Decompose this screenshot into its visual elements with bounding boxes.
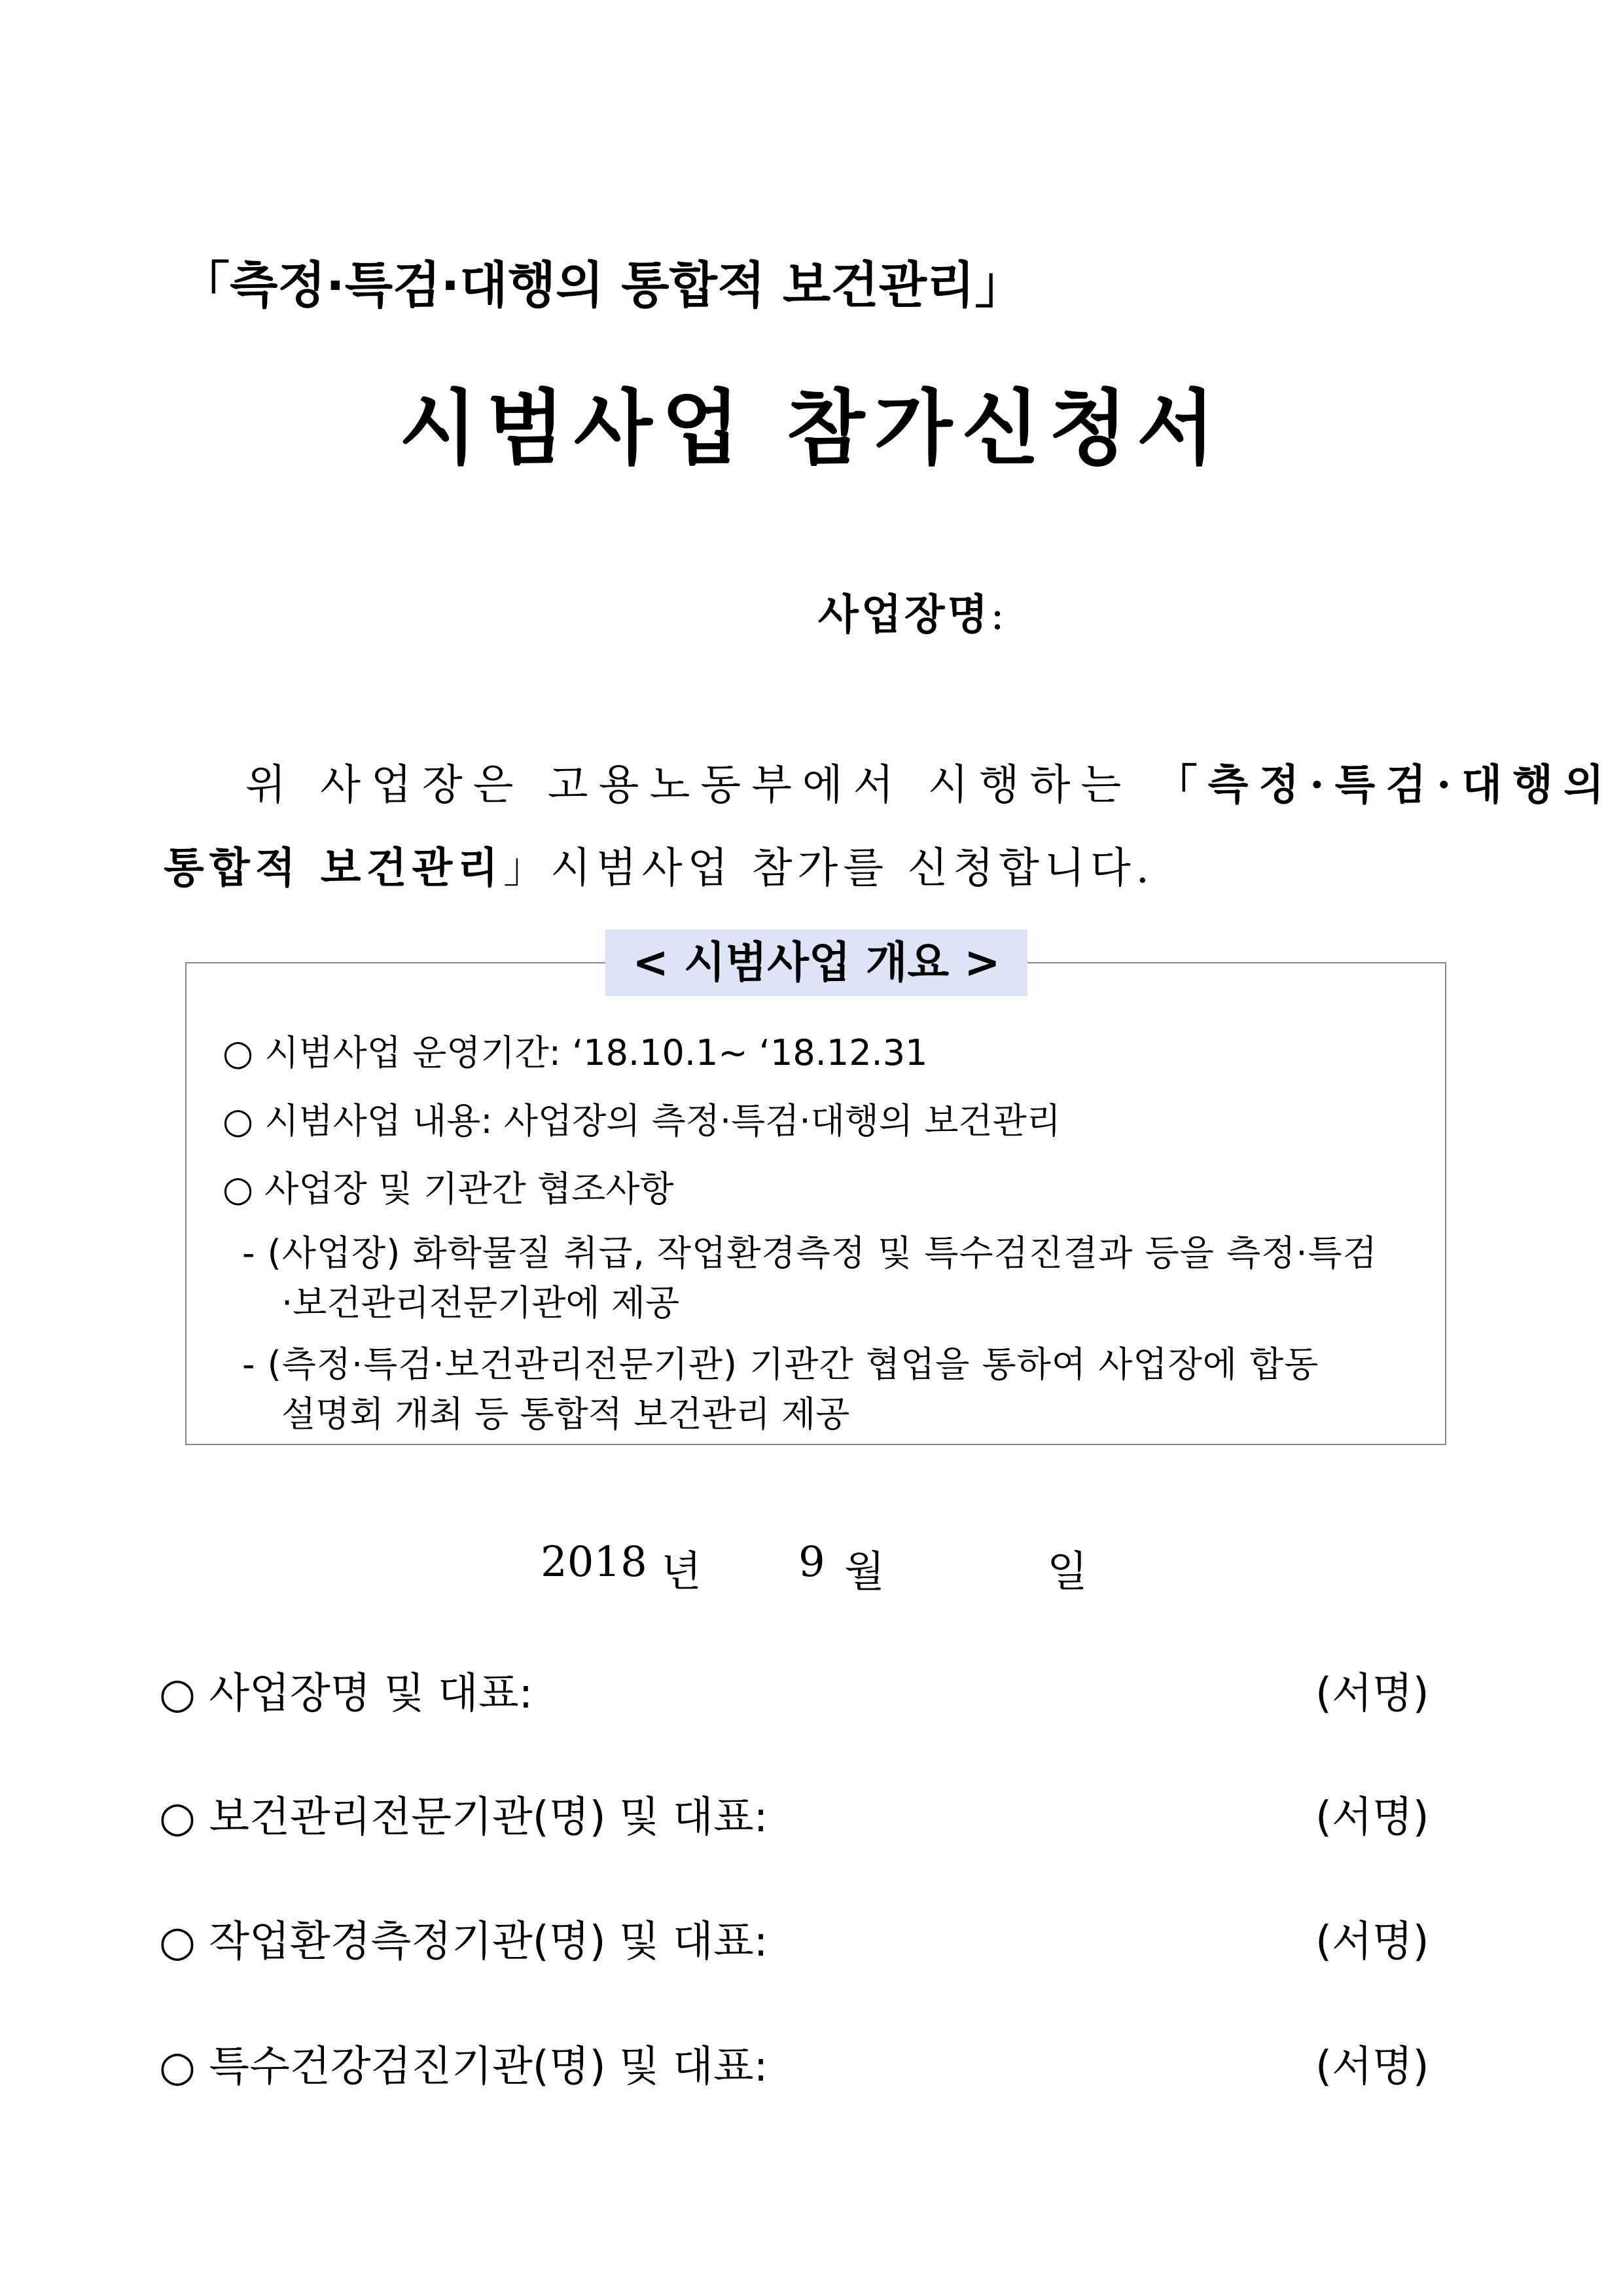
statement-line-2-bold: 통합적 보건관리 [164, 844, 504, 893]
date-month-unit: 월 [844, 1548, 885, 1596]
overview-subitem-workplace: - (사업장) 화학물질 취급, 작업환경측정 및 특수검진결과 등을 측정·특검 [242, 1232, 1378, 1274]
company-name-label: 사업장명 [818, 590, 991, 639]
overview-title: < 시범사업 개요 > [605, 929, 1027, 996]
date-day-unit: 일 [1047, 1548, 1088, 1596]
statement-line-2 [164, 834, 1154, 895]
statement-line-1-bold: 「측정·특검·대행의 [1155, 761, 1614, 810]
document-title: 시범사업 참가신청서 [399, 382, 1224, 476]
overview-subitem-workplace-cont: ·보건관리전문기관에 제공 [281, 1282, 680, 1323]
signature-checkup-agency-label: ○ 특수건강검진기관(명) 및 대표: [159, 2043, 768, 2091]
overview-item-period: ○ 시범사업 운영기간: ‘18.10.1~ ‘18.12.31 [223, 1032, 928, 1073]
signature-measurement-agency-mark: (서명) [1315, 1918, 1429, 1966]
date-year-unit: 년 [661, 1548, 702, 1596]
signature-health-agency-mark: (서명) [1315, 1793, 1429, 1842]
overview-item-cooperation: ○ 사업장 및 기관간 협조사항 [223, 1168, 674, 1210]
statement-line-1 [245, 751, 1614, 812]
overview-subitem-institutions: - (측정·특검·보건관리전문기관) 기관간 협업을 통하여 사업장에 합동 [242, 1344, 1319, 1385]
company-name-colon: : [990, 591, 1005, 639]
overview-subitem-institutions-cont: 설명회 개최 등 통합적 보건관리 제공 [281, 1393, 850, 1435]
signature-workplace-label: ○ 사업장명 및 대표: [159, 1670, 533, 1718]
overview-item-content: ○ 시범사업 내용: 사업장의 측정·특검·대행의 보건관리 [223, 1100, 1061, 1141]
signature-workplace-mark: (서명) [1315, 1670, 1429, 1718]
date-year: 2018 [541, 1538, 647, 1587]
signature-health-agency-label: ○ 보건관리전문기관(명) 및 대표: [159, 1793, 768, 1842]
date-month: 9 [798, 1538, 825, 1587]
document-subtitle: 「측정·특검·대행의 통합적 보건관리」 [180, 256, 1025, 314]
signature-measurement-agency-label: ○ 작업환경측정기관(명) 및 대표: [159, 1918, 768, 1966]
statement-line-2-text: 」시범사업 참가를 신청합니다. [503, 844, 1154, 893]
company-name-field [818, 581, 1005, 641]
statement-line-1-text: 위 사업장은 고용노동부에서 시행하는 [245, 761, 1156, 810]
signature-checkup-agency-mark: (서명) [1315, 2043, 1429, 2091]
